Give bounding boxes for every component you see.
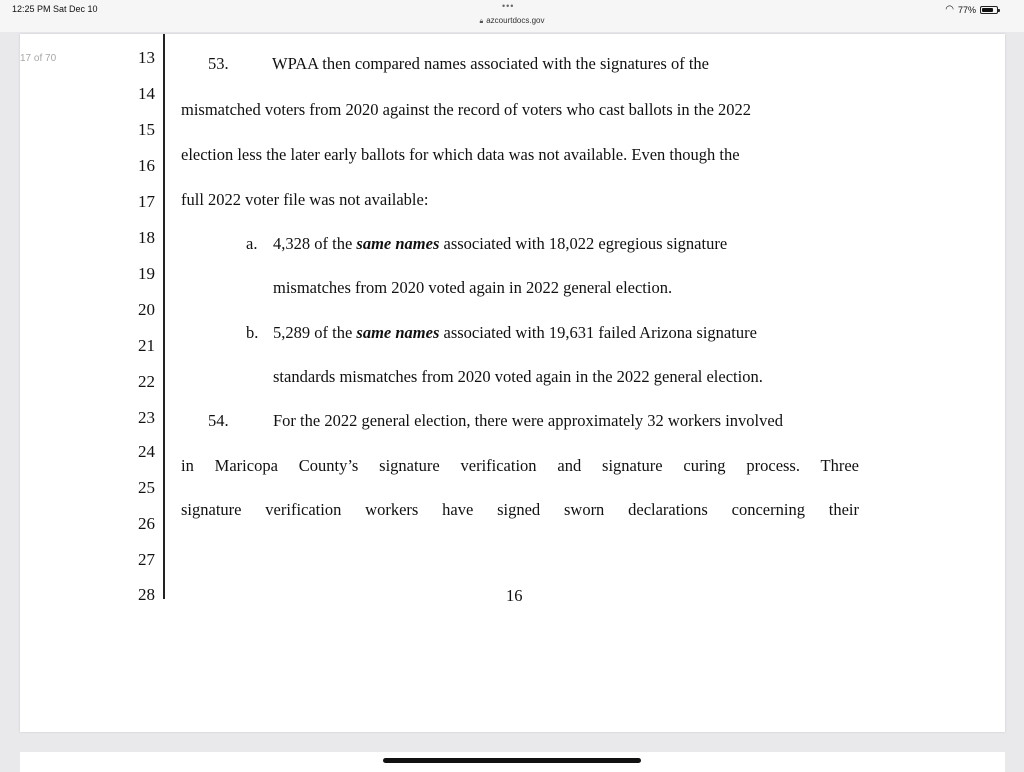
emphasis-text: same names (356, 234, 440, 253)
status-bar (0, 0, 1024, 32)
lock-icon: 🔒︎ (479, 18, 484, 25)
line-number: 15 (138, 120, 155, 139)
document-page[interactable] (20, 34, 1005, 732)
line-number: 24 (138, 442, 155, 461)
line-number: 26 (138, 514, 155, 533)
list-item-text: mismatches from 2020 voted again in 2022 general election. (273, 278, 673, 297)
battery-fill (982, 8, 993, 12)
paragraph-text: election less the later early ballots for which data was not available. Even though the (181, 145, 740, 164)
status-time: 12:25 PM Sat Dec 10 (12, 4, 98, 14)
line-number: 20 (138, 300, 155, 319)
more-dots-icon[interactable]: ••• (502, 1, 515, 11)
line-number: 13 (138, 48, 155, 67)
list-item-label: b. (246, 323, 259, 342)
paragraph-text: signature verification workers have signed sworn declarations concerning their (181, 500, 859, 519)
line-number: 28 (138, 585, 155, 604)
wifi-icon: ◠ (945, 4, 954, 15)
line-number: 18 (138, 228, 155, 247)
paragraph-text: full 2022 voter file was not available: (181, 190, 429, 209)
paragraph-number: 54. (208, 411, 229, 430)
line-number: 17 (138, 192, 155, 211)
address-bar[interactable] (0, 16, 1024, 26)
paragraph-text: WPAA then compared names associated with the signatures of the (272, 54, 709, 73)
line-number-rule (163, 34, 165, 599)
line-number: 16 (138, 156, 155, 175)
paragraph-text: mismatched voters from 2020 against the record of voters who cast ballots in the 2022 (181, 100, 752, 119)
page-indicator: 17 of 70 (20, 53, 57, 64)
status-indicators (945, 4, 998, 15)
paragraph-number: 53. (208, 54, 229, 73)
line-number: 19 (138, 264, 155, 283)
line-number: 23 (138, 408, 155, 427)
paragraph-text: in Maricopa County’s signature verification and signature curing process. Three (181, 456, 859, 475)
list-item-text: 5,289 of the same names associated with 19,631 failed Arizona signature (273, 323, 757, 342)
url-text: azcourtdocs.gov (486, 16, 545, 25)
list-item-text: standards mismatches from 2020 voted again in the 2022 general election. (273, 367, 763, 386)
line-number: 27 (138, 550, 155, 569)
list-item-label: a. (246, 234, 258, 253)
battery-icon (980, 6, 998, 14)
line-number: 25 (138, 478, 155, 497)
page-number: 16 (506, 586, 523, 605)
emphasis-text: same names (356, 323, 440, 342)
battery-percent: 77% (957, 4, 976, 15)
list-item-text: 4,328 of the same names associated with 18,022 egregious signature (273, 234, 728, 253)
line-number: 14 (138, 84, 155, 103)
line-number: 21 (138, 336, 155, 355)
line-number: 22 (138, 372, 155, 391)
home-indicator[interactable] (383, 758, 641, 763)
paragraph-text: For the 2022 general election, there were approximately 32 workers involved (273, 411, 783, 430)
